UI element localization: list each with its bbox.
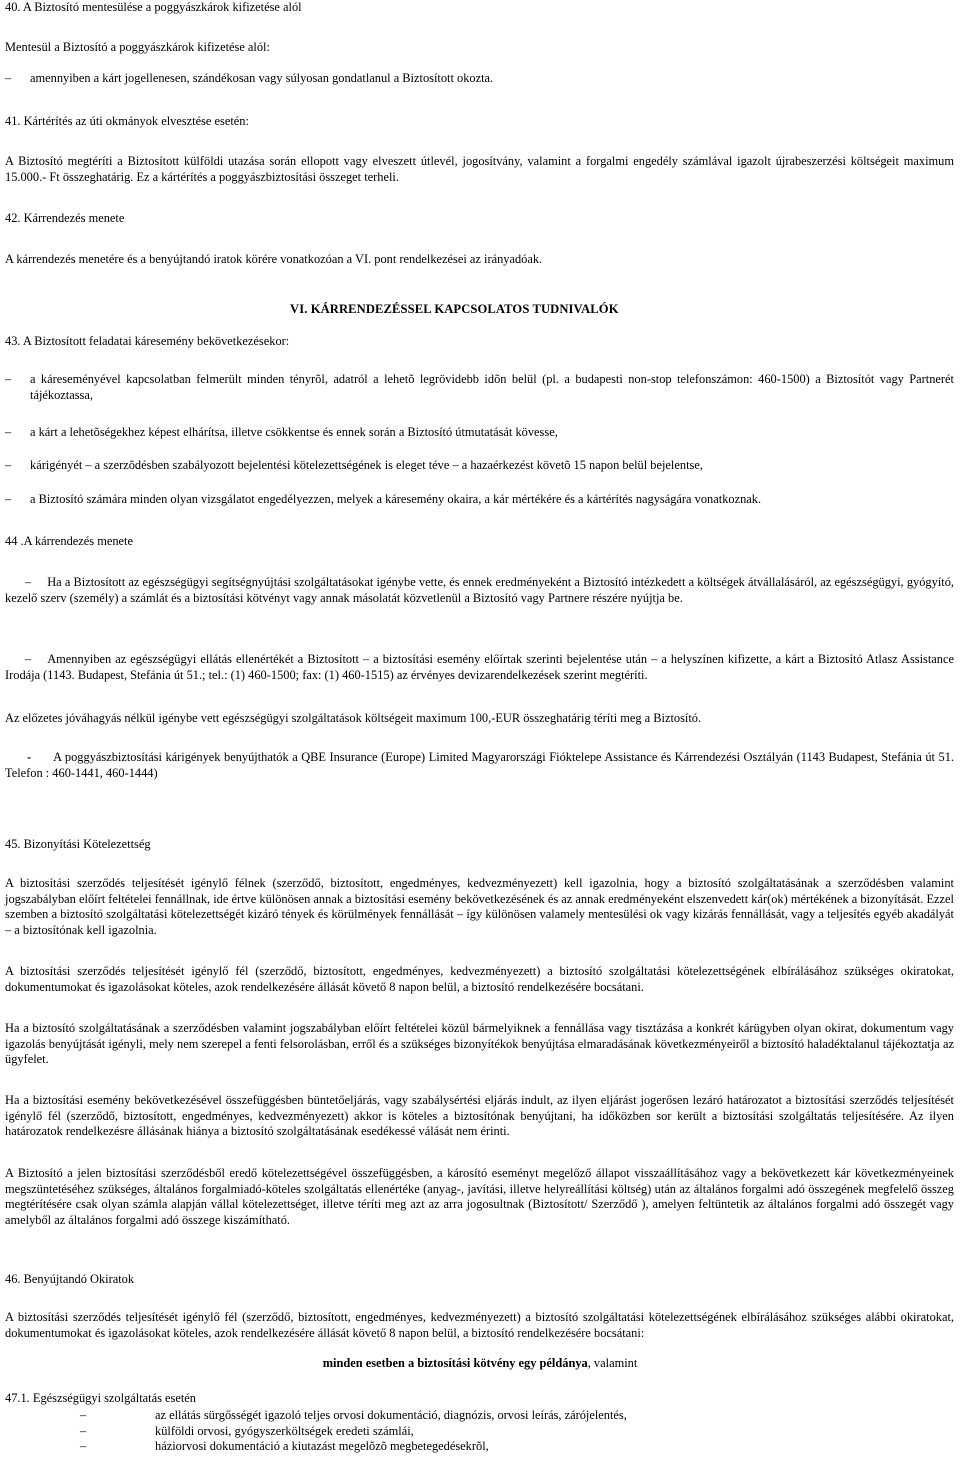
section-45-para: A biztosítási szerződés teljesítését igénylő félnek (szerződő, biztosított, engedményes, kedvezményezett) kell igazolnia, hogy a biztosító szolgáltatásának a szerződésben valamint jogszabályban előírt feltételei fennállnak, ide értve különösen annak a biztosítási esemény bekövetkezésének és az annak eredményeként elszenvedett kár(ok) mértékének a bizonyítását. Ezzel szemben a biztosító szolgáltatási kötelezettségét kizáró tények és körülmények fennállását – így különösen valamely mentesülési ok vagy kizárás fennállását, vagy a teljesítés egyéb akadályát – a biztosítónak kell igazolnia. — [5, 876, 954, 937]
section-42-body: A kárrendezés menetére és a benyújtandó iratok körére vonatkozóan a VI. pont rendelkezései az irányadóak. — [5, 252, 543, 266]
list-item-text: amennyiben a kárt jogellenesen, szándékosan vagy súlyosan gondatlanul a Biztosított okozta. — [30, 71, 494, 85]
section-45-para: A biztosítási szerződés teljesítését igénylő fél (szerződő, biztosított, engedményes, kedvezményezett) a biztosító szolgáltatási kötelezettségének elbírálásához szükséges okiratokat, dokumentumokat és igazolásokat köteles, azok rendelkezésére állását követő 8 napon belül, a biztosító rendelkezésére bocsátani. — [5, 964, 954, 994]
section-42-heading: 42. Kárrendezés menete — [5, 211, 125, 225]
section-44-para-3: Az előzetes jóváhagyás nélkül igénybe vett egészségügyi szolgáltatások költségeit maximum 100,-EUR összeghatárig téríti meg a Biztosító. — [5, 711, 702, 725]
section-40-item — [5, 71, 954, 87]
section-47-1-list — [80, 1408, 627, 1455]
section-46-note — [0, 1356, 960, 1372]
dash-bullet: – — [25, 575, 32, 589]
dash-bullet: – — [25, 652, 32, 666]
section-40-intro: Mentesül a Biztosító a poggyászkárok kifizetése alól: — [5, 40, 270, 54]
section-46-heading: 46. Benyújtandó Okiratok — [5, 1272, 135, 1286]
paragraph-text: Ha a Biztosított az egészségügyi segítségnyújtási szolgáltatásokat igénybe vette, és ennek eredményeként a Biztosító intézkedett a költségek átvállalásáról, az egészségügyi, gyógyító, kezelő szerv (személy) a számlát és a biztosítási kötvényt vagy annak másolatát közvetlenül a Biztosító vagy Partnere részére nyújtja be. — [5, 575, 954, 605]
list-item-text: háziorvosi dokumentáció a kiutazást megelõzõ megbetegedésekrõl, — [155, 1439, 489, 1453]
section-43-item — [5, 425, 954, 441]
list-item-text: az ellátás sürgősségét igazoló teljes orvosi dokumentáció, diagnózis, orvosi leírás, zárójelentés, — [155, 1408, 627, 1422]
dash-bullet: - — [27, 750, 32, 764]
list-item-text: külföldi orvosi, gyógyszerköltségek eredeti számlái, — [155, 1423, 414, 1438]
chapter-heading: VI. KÁRRENDEZÉSSEL KAPCSOLATOS TUDNIVALÓK — [290, 302, 619, 316]
paragraph-text: A poggyászbiztosítási kárigények benyújthatók a QBE Insurance (Europe) Limited Magyarországi Fióktelepe Assistance és Kárrendezési Osztályán (1143 Budapest, Stefánia út 51. Telefon : 460-1441, 460-1444) — [5, 750, 954, 780]
section-43-item — [5, 492, 954, 508]
dash-bullet: – — [5, 458, 12, 472]
section-45-para: A Biztosító a jelen biztosítási szerződésből eredő kötelezettségével összefüggésben, a károsító eseményt megelőző állapot visszaállításához vagy a bekövetkezett kár következményeinek megszüntetéséhez szükséges, általános forgalmiadó-köteles szolgáltatás ellenértéke (anyag-, javítási, illetve helyreállítási költség) után az általános forgalmi adó összegének megfelelő összeg megtérítésére csak olyan számla alapján vállal kötelezettséget, illetve téríti meg azt az arra jogosultnak (Biztosított/ Szerződő ), amelyen feltüntetik az általános forgalmi adó összegét vagy amelyből az általános forgalmi adó összege kiszámítható. — [5, 1166, 954, 1227]
dash-bullet: – — [5, 71, 12, 85]
dash-bullet: – — [5, 425, 12, 439]
paragraph-text: Amennyiben az egészségügyi ellátás ellenértékét a Biztosított – a biztosítási esemény előírtak szerinti bejelentése után – a helyszínen kifizette, a kárt a Biztosító Atlasz Assistance Irodája (1143. Budapest, Stefánia út 51.; tel.: (1) 460-1500; fax: (1) 460-1515) az érvényes devizarendelkezések szerint megtéríti. — [5, 652, 954, 682]
list-item — [80, 1439, 627, 1455]
dash-bullet: – — [5, 492, 12, 506]
section-44-heading: 44 .A kárrendezés menete — [5, 534, 133, 548]
section-41-heading: 41. Kártérítés az úti okmányok elvesztése esetén: — [5, 114, 249, 128]
list-item-text: a káreseményével kapcsolatban felmerült minden tényrõl, adatról a lehetõ legrövidebb idõn belül (pl. a budapesti non-stop telefonszámon: 460-1500) a Biztosítót vagy Partnerét tájékoztassa, — [30, 372, 954, 402]
section-44-para-1 — [5, 575, 954, 606]
section-41-body: A Biztosító megtéríti a Biztosított külföldi utazása során ellopott vagy elveszett útlevél, jogosítvány, valamint a forgalmi engedély számlával igazolt újrabeszerzési költségeit maximum 15.000.- Ft összeghatárig. Ez a kártérítés a poggyászbiztosítási összeget terheli. — [5, 154, 954, 184]
list-item — [80, 1408, 627, 1424]
section-43-item — [5, 372, 954, 403]
section-43-heading: 43. A Biztosított feladatai káresemény bekövetkezésekor: — [5, 334, 290, 348]
list-item-text: a kárt a lehetõségekhez képest elhárítsa, illetve csökkentse és ennek során a Biztosító útmutatását kövesse, — [30, 425, 558, 439]
section-43-item — [5, 458, 954, 474]
list-item-text: a Biztosító számára minden olyan vizsgálatot engedélyezzen, melyek a káresemény okaira, a kár mértékére és a kártérítés nagyságára vonatkoznak. — [30, 492, 762, 506]
section-45-para: Ha a biztosítási esemény bekövetkezésével összefüggésben büntetőeljárás, vagy szabálysértési eljárás indult, az ilyen eljárást jogerősen lezáró határozatot a biztosítási szerződés teljesítését igénylő fél (szerződő, biztosított, engedményes, kedvezményezett) akkor is köteles a biztosítónak benyújtani, ha időközben sor került a biztosítási szolgáltatás teljesítésére. Az ilyen határozatok rendelkezésre állásának hiánya a biztosító szolgáltatásának esedékessé válását nem érinti. — [5, 1093, 954, 1138]
dash-bullet: – — [80, 1439, 87, 1453]
section-45-heading: 45. Bizonyítási Kötelezettség — [5, 837, 151, 851]
list-item — [80, 1424, 627, 1440]
section-40-heading: 40. A Biztosító mentesülése a poggyászkárok kifizetése alól — [5, 0, 302, 14]
section-44-para-2 — [5, 652, 954, 683]
bold-phrase: minden esetben a biztosítási kötvény egy példánya — [322, 1356, 588, 1370]
section-45-para: Ha a biztosító szolgáltatásának a szerződésben valamint jogszabályban előírt feltételei közül bármelyiknek a fennállása vagy tisztázása a konkrét kárügyben olyan okirat, dokumentum vagy igazolás benyújtását igényli, mely nem szerepel a fenti felsorolásban, erről és a szükséges bizonyítékok benyújtása elmaradásának következményeiről a biztosító haladéktalanul tájékoztatja az ügyfelet. — [5, 1021, 954, 1066]
dash-bullet: – — [80, 1423, 87, 1438]
dash-bullet: – — [5, 372, 12, 386]
dash-bullet: – — [80, 1408, 87, 1422]
section-46-body: A biztosítási szerződés teljesítését igénylő fél (szerződő, biztosított, engedményes, kedvezményezett) a biztosító szolgáltatási kötelezettségének elbírálásához szükséges alábbi okiratokat, dokumentumokat és igazolásokat köteles, azok rendelkezésére állását követő 8 napon belül, a biztosító rendelkezésére bocsátani: — [5, 1310, 954, 1340]
plain-phrase: , valamint — [587, 1356, 638, 1370]
section-44-para-4 — [5, 750, 954, 781]
list-item-text: kárigényét – a szerzõdésben szabályozott bejelentési kötelezettségének is eleget téve – a hazaérkezést követõ 15 napon belül bejelentse, — [30, 458, 703, 472]
section-47-1-heading: 47.1. Egészségügyi szolgáltatás esetén — [5, 1391, 196, 1405]
